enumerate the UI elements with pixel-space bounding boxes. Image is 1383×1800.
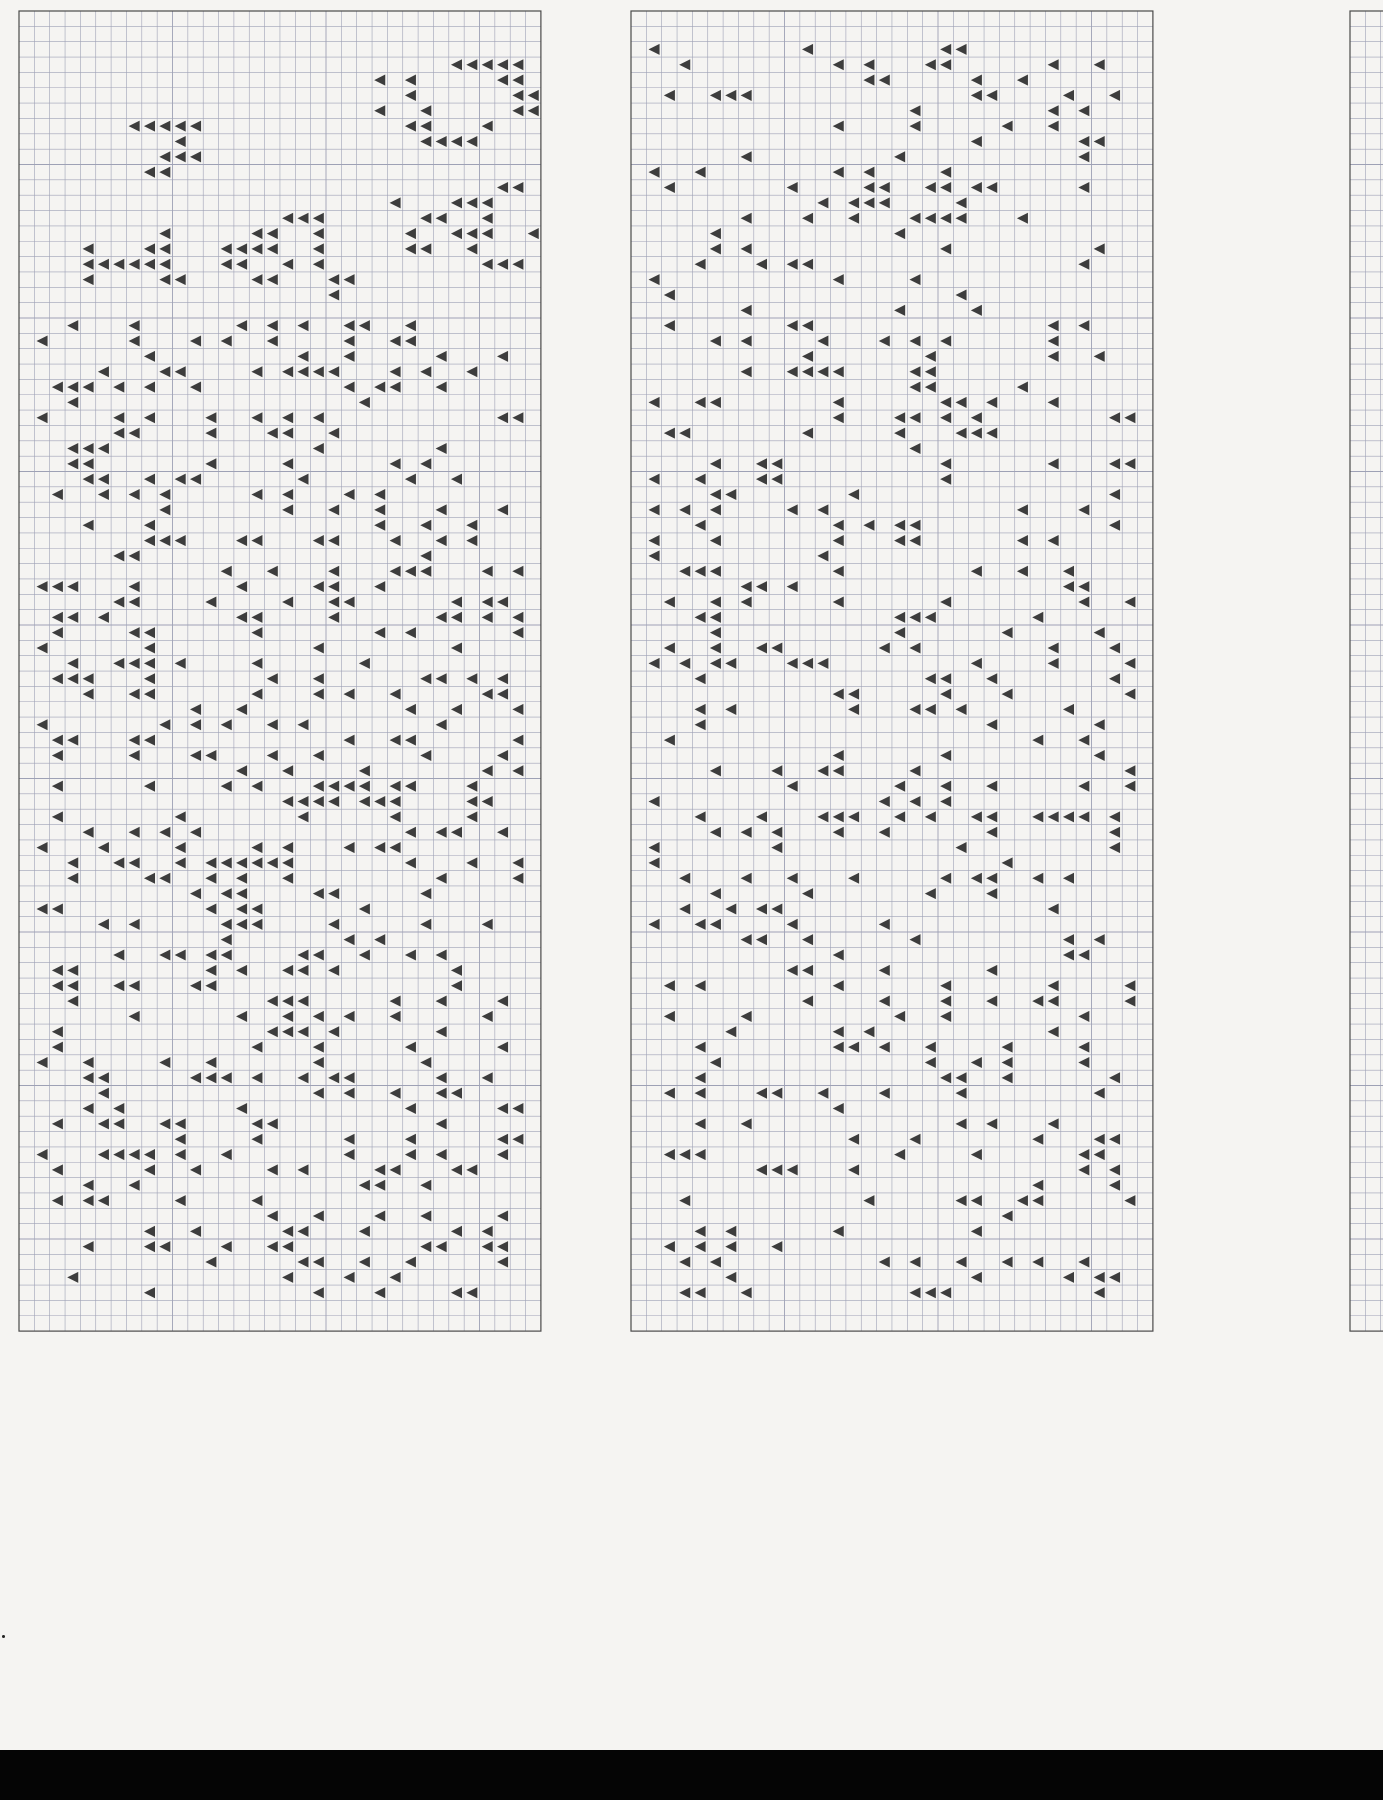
panel-left-grid [19, 11, 541, 1331]
scan-bottom-band [0, 1750, 1383, 1800]
scan-speck [2, 1635, 5, 1638]
panel-center-grid [631, 11, 1153, 1331]
panel-right-grid [1350, 11, 1383, 1331]
